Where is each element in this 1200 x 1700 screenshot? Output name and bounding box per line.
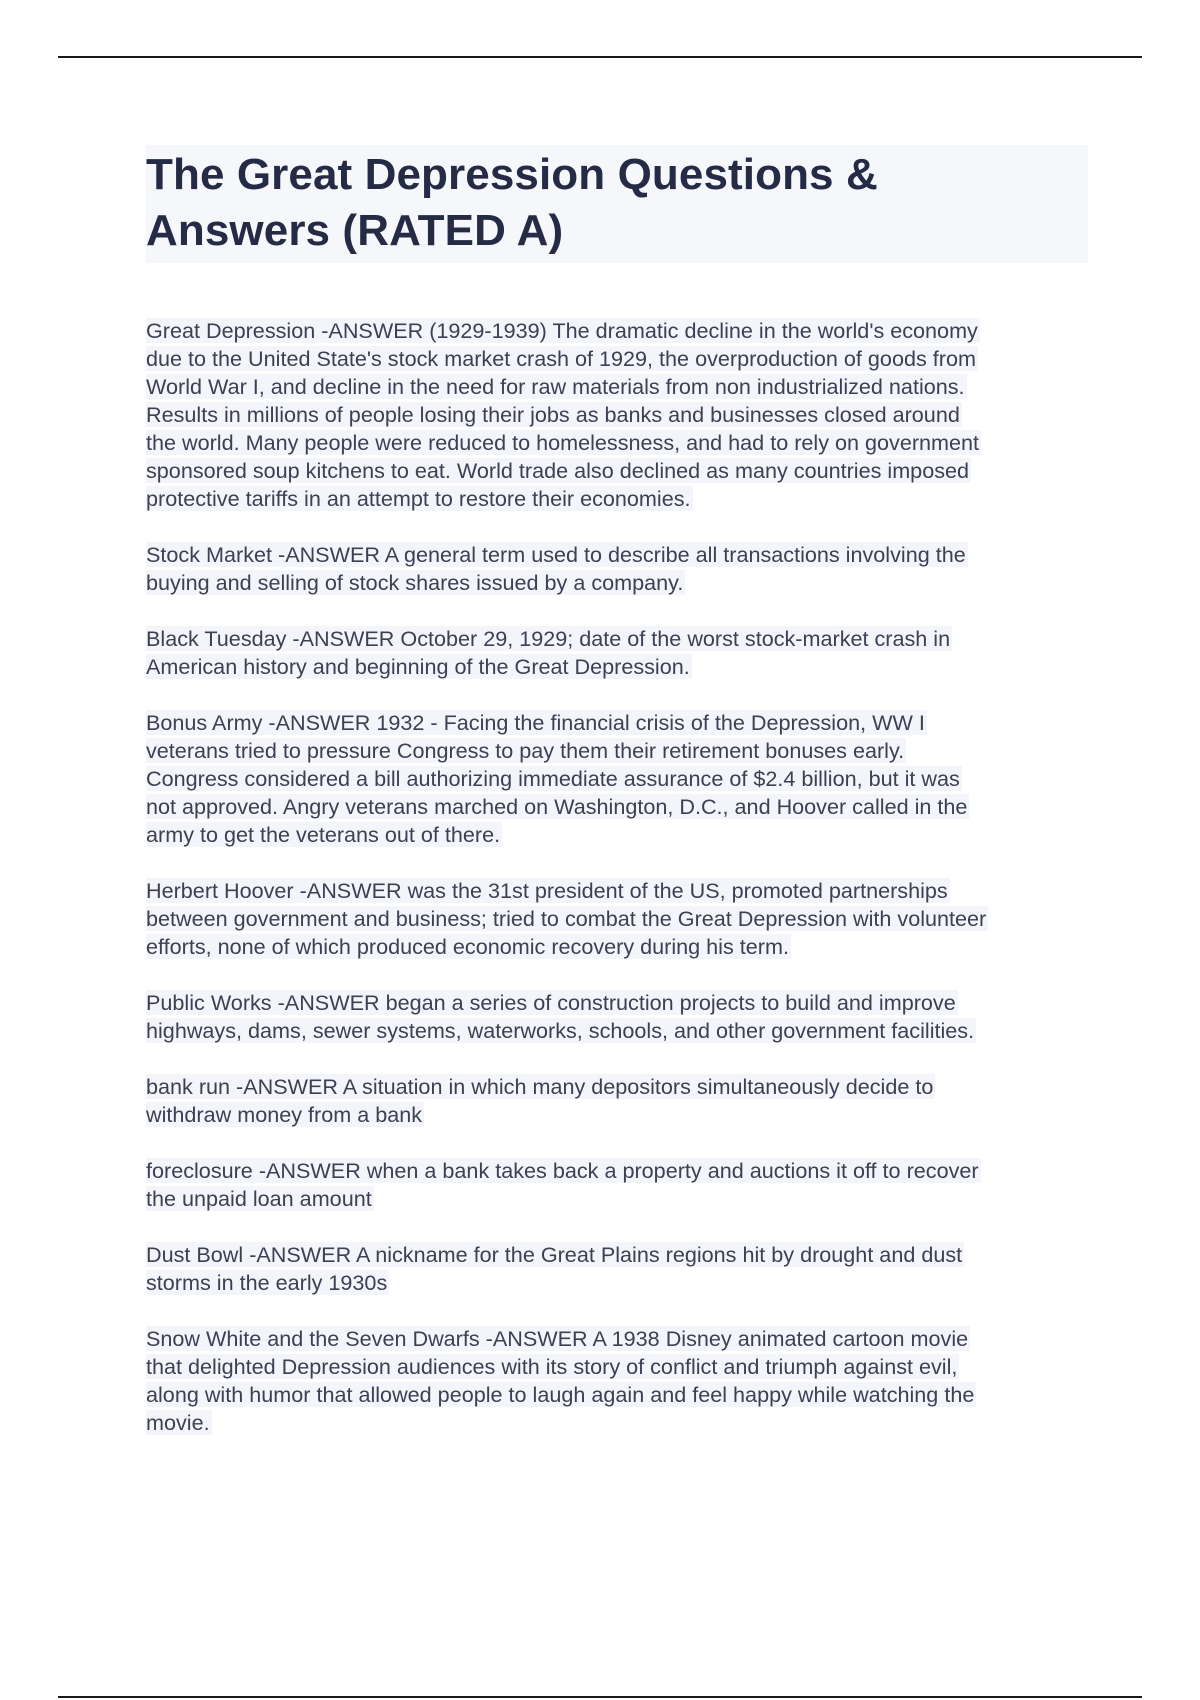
qa-entry-line [146,1269,1088,1297]
qa-entry-line [146,989,1088,1017]
qa-entry [146,709,1088,849]
qa-entry-line [146,541,1088,569]
qa-entry-line [146,1353,1088,1381]
qa-entry-text: buying and selling of stock shares issued by a company. [146,570,684,595]
qa-entry-line [146,1017,1088,1045]
qa-entry-line [146,1381,1088,1409]
qa-entry-line [146,765,1088,793]
qa-entry-line [146,345,1088,373]
bottom-rule [58,1696,1142,1698]
qa-entry-text: bank run -ANSWER A situation in which many depositors simultaneously decide to [146,1074,934,1099]
qa-entry-line [146,1101,1088,1129]
qa-entry-text: the world. Many people were reduced to homelessness, and had to rely on government [146,430,980,455]
qa-entry [146,1073,1088,1129]
page-content [146,145,1088,1465]
qa-entry-line [146,821,1088,849]
page-title-line-2: Answers (RATED A) [146,206,564,255]
qa-entry-line [146,485,1088,513]
qa-entry [146,1157,1088,1213]
qa-entry-text: that delighted Depression audiences with its story of conflict and triumph against evil, [146,1354,958,1379]
qa-entry-line [146,401,1088,429]
qa-entry-line [146,1409,1088,1437]
qa-entry-line [146,1185,1088,1213]
qa-entry-line [146,933,1088,961]
qa-entry-line [146,877,1088,905]
qa-entry-line [146,625,1088,653]
qa-entry [146,1241,1088,1297]
qa-entry [146,877,1088,961]
qa-entry-text: protective tariffs in an attempt to restore their economies. [146,486,691,511]
qa-entry-line [146,1073,1088,1101]
qa-entry-text: American history and beginning of the Great Depression. [146,654,690,679]
page-title-line-1: The Great Depression Questions & [146,150,878,199]
qa-entry-text: withdraw money from a bank [146,1102,423,1127]
qa-entry-text: Bonus Army -ANSWER 1932 - Facing the financial crisis of the Depression, WW I [146,710,925,735]
page-title [146,145,1088,263]
qa-entry-text: highways, dams, sewer systems, waterworks, schools, and other government facilities. [146,1018,975,1043]
qa-entry [146,625,1088,681]
qa-entry-text: Black Tuesday -ANSWER October 29, 1929; date of the worst stock-market crash in [146,626,951,651]
qa-entry [146,989,1088,1045]
qa-entry-text: World War I, and decline in the need for raw materials from non industrialized nations. [146,374,965,399]
qa-entry-text: movie. [146,1410,210,1435]
qa-entry-line [146,905,1088,933]
qa-entry-text: not approved. Angry veterans marched on Washington, D.C., and Hoover called in the [146,794,968,819]
qa-entry-line [146,1241,1088,1269]
qa-entry-text: Public Works -ANSWER began a series of construction projects to build and improve [146,990,956,1015]
qa-entry-text: the unpaid loan amount [146,1186,372,1211]
qa-entry [146,1325,1088,1437]
qa-entry-text: Herbert Hoover -ANSWER was the 31st president of the US, promoted partnerships [146,878,948,903]
qa-entry-text: along with humor that allowed people to laugh again and feel happy while watching the [146,1382,975,1407]
qa-entry-line [146,709,1088,737]
qa-entry-text: due to the United State's stock market crash of 1929, the overproduction of goods from [146,346,976,371]
qa-entry-line [146,793,1088,821]
qa-entry-line [146,317,1088,345]
qa-entry-text: Great Depression -ANSWER (1929-1939) The dramatic decline in the world's economy [146,318,978,343]
qa-entry-text: veterans tried to pressure Congress to pay them their retirement bonuses early. [146,738,905,763]
qa-entry-line [146,653,1088,681]
qa-entry [146,317,1088,513]
qa-entry-text: Snow White and the Seven Dwarfs -ANSWER A 1938 Disney animated cartoon movie [146,1326,969,1351]
qa-entry-text: between government and business; tried to combat the Great Depression with volunteer [146,906,987,931]
qa-entry-text: storms in the early 1930s [146,1270,388,1295]
qa-entry [146,541,1088,597]
qa-list [146,317,1088,1437]
qa-entry-line [146,373,1088,401]
qa-entry-line [146,1157,1088,1185]
qa-entry-text: sponsored soup kitchens to eat. World trade also declined as many countries imposed [146,458,970,483]
top-rule [58,56,1142,58]
qa-entry-line [146,569,1088,597]
qa-entry-line [146,457,1088,485]
qa-entry-text: Dust Bowl -ANSWER A nickname for the Great Plains regions hit by drought and dust [146,1242,963,1267]
qa-entry-text: foreclosure -ANSWER when a bank takes back a property and auctions it off to recover [146,1158,979,1183]
qa-entry-text: Congress considered a bill authorizing immediate assurance of $2.4 billion, but it was [146,766,960,791]
qa-entry-line [146,1325,1088,1353]
qa-entry-line [146,429,1088,457]
qa-entry-text: army to get the veterans out of there. [146,822,501,847]
qa-entry-line [146,737,1088,765]
qa-entry-text: efforts, none of which produced economic recovery during his term. [146,934,789,959]
qa-entry-text: Results in millions of people losing their jobs as banks and businesses closed around [146,402,960,427]
qa-entry-text: Stock Market -ANSWER A general term used to describe all transactions involving the [146,542,966,567]
